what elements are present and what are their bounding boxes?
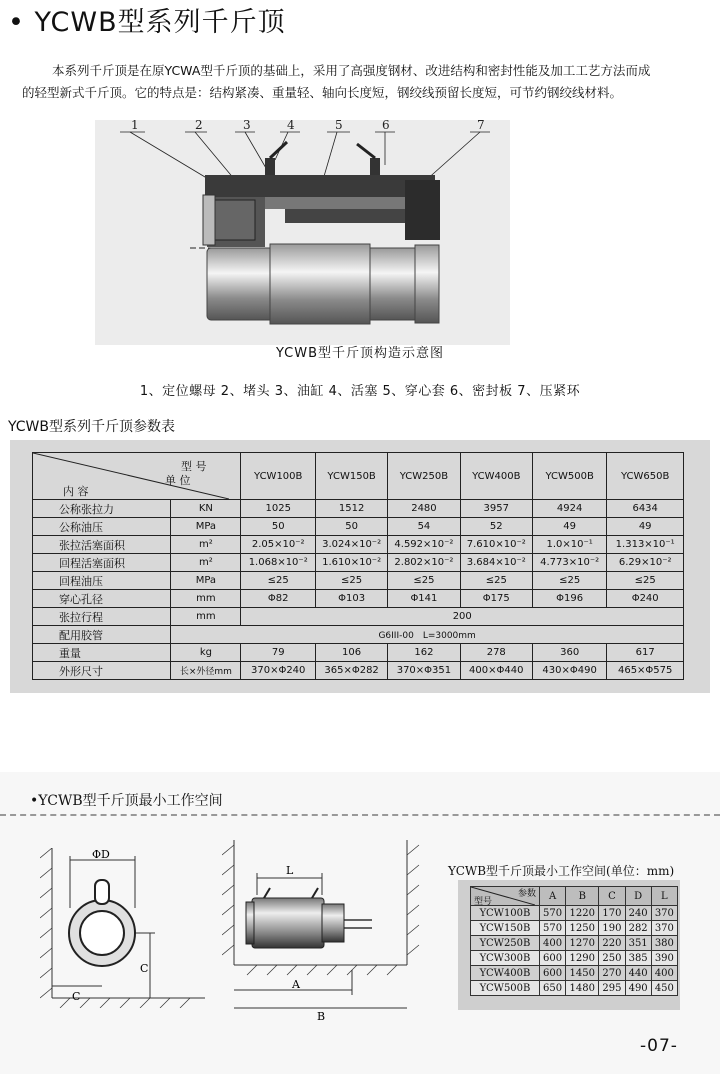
mini-cell: 450	[651, 981, 677, 996]
mini-model: YCW400B	[471, 966, 540, 981]
cell: 1512	[315, 500, 387, 518]
spec-row	[33, 518, 684, 536]
mini-cell: 1290	[566, 951, 599, 966]
cell: ≤25	[315, 572, 387, 590]
intro-line-2: 的轻型新式千斤顶。它的特点是：结构紧凑、重量轻、轴向长度短，钢绞线预留长度短，可节约钢绞线材料。	[22, 85, 623, 100]
row-name: 回程油压	[33, 572, 171, 590]
mini-col-header: D	[625, 887, 651, 906]
mini-col-header: B	[566, 887, 599, 906]
intro-line-1: 本系列千斤顶是在原YCWA型千斤顶的基础上，采用了高强度钢材、改进结构和密封性能及加工工艺方法而成	[52, 63, 651, 78]
mini-model: YCW500B	[471, 981, 540, 996]
mini-cell: 1450	[566, 966, 599, 981]
cell: 2.05×10⁻²	[241, 536, 315, 554]
cell: 617	[607, 644, 684, 662]
mini-row	[471, 966, 678, 981]
header-unit: 单 位	[164, 474, 191, 487]
callout-4: 4	[287, 120, 295, 132]
mini-cell: 380	[651, 936, 677, 951]
model-col-header: YCW500B	[532, 453, 606, 500]
cell: 3.024×10⁻²	[315, 536, 387, 554]
mini-cell: 351	[625, 936, 651, 951]
spec-table-panel	[10, 440, 710, 693]
diagram-caption: YCWB型千斤顶构造示意图	[275, 346, 445, 361]
mini-row	[471, 936, 678, 951]
cell: 2.802×10⁻²	[388, 554, 460, 572]
row-unit: m²	[171, 536, 241, 554]
mini-cell: 570	[540, 906, 566, 921]
mini-model: YCW250B	[471, 936, 540, 951]
jack-structure-diagram	[95, 120, 510, 345]
row-value: 200	[241, 608, 684, 626]
row-unit: mm	[171, 608, 241, 626]
label-l: L	[286, 864, 294, 877]
label-c-horizontal: C	[72, 990, 81, 1003]
spec-header-corner	[33, 453, 241, 500]
mini-cell: 250	[599, 951, 625, 966]
model-col-header: YCW150B	[315, 453, 387, 500]
mini-cell: 295	[599, 981, 625, 996]
mini-cell: 240	[625, 906, 651, 921]
spec-row	[33, 500, 684, 518]
header-model: 型 号	[180, 460, 207, 473]
cell: 3957	[460, 500, 532, 518]
cell: ≤25	[241, 572, 315, 590]
model-col-header: YCW650B	[607, 453, 684, 500]
workspace-table	[470, 886, 678, 996]
workspace-heading: •YCWB型千斤顶最小工作空间	[30, 793, 223, 809]
mini-cell: 600	[540, 951, 566, 966]
cell: ≤25	[532, 572, 606, 590]
row-name: 穿心孔径	[33, 590, 171, 608]
row-unit: kg	[171, 644, 241, 662]
cell: Φ196	[532, 590, 606, 608]
spec-table-heading: YCWB型系列千斤顶参数表	[8, 419, 176, 435]
cell: 365×Φ282	[315, 662, 387, 680]
cell: 79	[241, 644, 315, 662]
label-phi-d: ΦD	[92, 848, 110, 861]
spec-row-stroke	[33, 608, 684, 626]
row-unit: m²	[171, 554, 241, 572]
cell: 2480	[388, 500, 460, 518]
mini-cell: 170	[599, 906, 625, 921]
label-a: A	[292, 978, 300, 991]
cell: 370×Φ240	[241, 662, 315, 680]
cell: 162	[388, 644, 460, 662]
row-name: 配用胶管	[33, 626, 171, 644]
header-content: 内 容	[63, 485, 89, 498]
spec-row-weight	[33, 644, 684, 662]
row-name: 公称张拉力	[33, 500, 171, 518]
mini-cell: 400	[540, 936, 566, 951]
mini-cell: 1480	[566, 981, 599, 996]
cell: 49	[532, 518, 606, 536]
mini-row	[471, 951, 678, 966]
mini-col-header: A	[540, 887, 566, 906]
row-unit: 长×外径mm	[171, 662, 241, 680]
mini-header-corner	[471, 887, 540, 906]
callout-2: 2	[195, 120, 203, 132]
mini-cell: 1250	[566, 921, 599, 936]
row-name: 公称油压	[33, 518, 171, 536]
cell: 360	[532, 644, 606, 662]
mini-col-header: L	[651, 887, 677, 906]
callout-1: 1	[131, 120, 139, 132]
cell: 4.773×10⁻²	[532, 554, 606, 572]
cell: 6.29×10⁻²	[607, 554, 684, 572]
cell: 1025	[241, 500, 315, 518]
mini-header-param: 参数	[517, 889, 536, 899]
mini-cell: 190	[599, 921, 625, 936]
cell: Φ240	[607, 590, 684, 608]
cell: 430×Φ490	[532, 662, 606, 680]
cell: 50	[315, 518, 387, 536]
callout-5: 5	[335, 120, 343, 132]
row-unit: MPa	[171, 572, 241, 590]
spec-row-size	[33, 662, 684, 680]
cell: 7.610×10⁻²	[460, 536, 532, 554]
cell: 370×Φ351	[388, 662, 460, 680]
cell: 1.068×10⁻²	[241, 554, 315, 572]
spec-row-hose	[33, 626, 684, 644]
label-b: B	[317, 1010, 326, 1020]
spec-row	[33, 572, 684, 590]
cell: 1.0×10⁻¹	[532, 536, 606, 554]
row-name: 张拉行程	[33, 608, 171, 626]
cell: 4.592×10⁻²	[388, 536, 460, 554]
row-name: 重量	[33, 644, 171, 662]
mini-cell: 220	[599, 936, 625, 951]
callout-7: 7	[477, 120, 485, 132]
section-divider	[0, 814, 720, 816]
cell: 400×Φ440	[460, 662, 532, 680]
mini-model: YCW150B	[471, 921, 540, 936]
cell: 6434	[607, 500, 684, 518]
cell: 52	[460, 518, 532, 536]
page-title: • YCWB型系列千斤顶	[8, 7, 286, 38]
mini-cell: 270	[599, 966, 625, 981]
mini-cell: 282	[625, 921, 651, 936]
cell: 50	[241, 518, 315, 536]
cell: Φ175	[460, 590, 532, 608]
mini-cell: 440	[625, 966, 651, 981]
cell: 465×Φ575	[607, 662, 684, 680]
model-col-header: YCW250B	[388, 453, 460, 500]
cell: ≤25	[388, 572, 460, 590]
cell: 3.684×10⁻²	[460, 554, 532, 572]
workspace-table-panel	[458, 880, 680, 1010]
cell: 1.313×10⁻¹	[607, 536, 684, 554]
cell: 1.610×10⁻²	[315, 554, 387, 572]
model-col-header: YCW400B	[460, 453, 532, 500]
label-c-vertical: C	[140, 962, 149, 975]
mini-cell: 370	[651, 921, 677, 936]
mini-row	[471, 981, 678, 996]
row-value: G6III-00 L=3000mm	[171, 626, 684, 644]
mini-header-model: 型号	[474, 897, 493, 907]
spec-row	[33, 554, 684, 572]
cell: 4924	[532, 500, 606, 518]
workspace-side-view	[222, 840, 432, 1020]
mini-row	[471, 921, 678, 936]
cell: Φ141	[388, 590, 460, 608]
mini-cell: 600	[540, 966, 566, 981]
mini-cell: 385	[625, 951, 651, 966]
spec-table	[32, 452, 684, 680]
mini-cell: 390	[651, 951, 677, 966]
mini-row	[471, 906, 678, 921]
model-col-header: YCW100B	[241, 453, 315, 500]
cell: ≤25	[607, 572, 684, 590]
mini-model: YCW100B	[471, 906, 540, 921]
row-unit: mm	[171, 590, 241, 608]
mini-cell: 1220	[566, 906, 599, 921]
mini-cell: 400	[651, 966, 677, 981]
row-name: 回程活塞面积	[33, 554, 171, 572]
callout-6: 6	[382, 120, 390, 132]
mini-col-header: C	[599, 887, 625, 906]
row-name: 外形尺寸	[33, 662, 171, 680]
mini-cell: 650	[540, 981, 566, 996]
cell: Φ103	[315, 590, 387, 608]
cell: 106	[315, 644, 387, 662]
workspace-cross-section	[40, 848, 210, 1008]
diagram-legend: 1、定位螺母 2、堵头 3、油缸 4、活塞 5、穿心套 6、密封板 7、压紧环	[139, 384, 581, 399]
mini-cell: 490	[625, 981, 651, 996]
page-number: -07-	[640, 1036, 678, 1056]
cell: 278	[460, 644, 532, 662]
mini-cell: 1270	[566, 936, 599, 951]
row-unit: MPa	[171, 518, 241, 536]
row-name: 张拉活塞面积	[33, 536, 171, 554]
row-unit: KN	[171, 500, 241, 518]
spec-row	[33, 590, 684, 608]
callout-3: 3	[243, 120, 251, 132]
workspace-table-title: YCWB型千斤顶最小工作空间(单位：mm)	[448, 864, 675, 878]
cell: 49	[607, 518, 684, 536]
spec-row	[33, 536, 684, 554]
mini-cell: 370	[651, 906, 677, 921]
mini-cell: 570	[540, 921, 566, 936]
mini-model: YCW300B	[471, 951, 540, 966]
cell: ≤25	[460, 572, 532, 590]
cell: Φ82	[241, 590, 315, 608]
cell: 54	[388, 518, 460, 536]
